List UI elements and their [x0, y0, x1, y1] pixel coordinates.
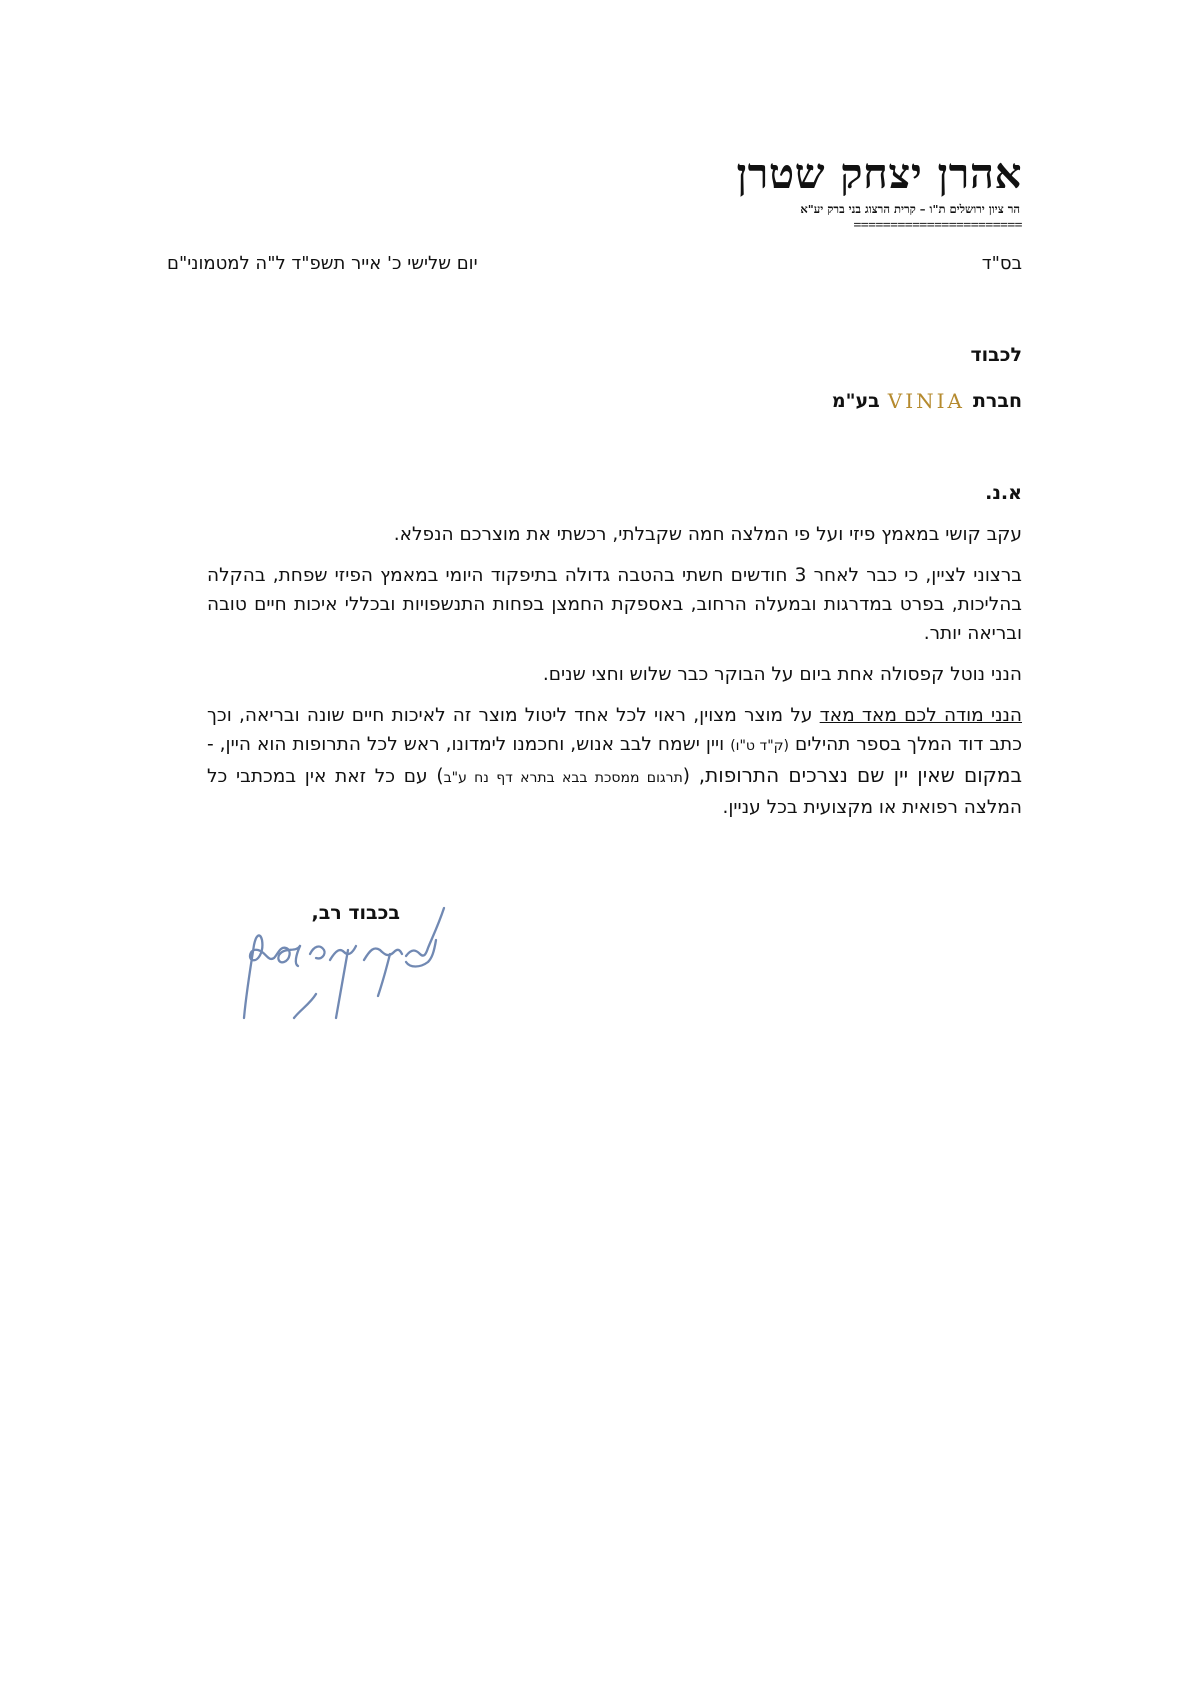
p4-text-b: ויין ישמח לבב אנוש, וחכמנו לימדונו, ראש לכל התרופות הוא היין, -	[207, 734, 731, 755]
psalms-reference: (ק"ד ט"ו)	[730, 738, 790, 754]
recipient-company	[832, 388, 1022, 414]
thanks-underlined: הנני מודה לכם מאד מאד	[819, 705, 1022, 726]
letterhead-divider: =======================	[853, 218, 1022, 233]
date-row	[167, 252, 1022, 276]
paragraph-4	[207, 701, 1022, 822]
letter-date: יום שלישי כ' אייר תשפ"ד ל"ה למטמוני"ם	[167, 253, 478, 274]
recipient-block	[832, 342, 1022, 414]
salutation: א.נ.	[985, 482, 1022, 504]
letterhead-name: אהרן יצחק שטרן	[736, 149, 1022, 198]
letter-body	[207, 520, 1022, 834]
p4-text-a: על מוצר מצוין, ראוי לכל אחד ליטול מוצר זה לאיכות חיים שונה ובריאה, וכך כתב דוד המלך בספר תהילים	[207, 705, 1022, 755]
signature-image	[240, 900, 460, 1020]
company-prefix: חברת	[972, 390, 1022, 412]
p4-text-d: ) עם כל זאת אין במכתבי כל המלצה רפואית או מקצועית בכל עניין.	[207, 766, 1022, 818]
recipient-to: לכבוד	[970, 344, 1022, 366]
letterhead-address: הר ציון ירושלים ת"ו – קרית הרצוג בני ברק יע"א	[800, 202, 1020, 216]
letterhead	[602, 150, 1022, 232]
paragraph-1: עקב קושי במאמץ פיזי ועל פי המלצה חמה שקבלתי, רכשתי את מוצרכם הנפלא.	[393, 524, 1022, 545]
p4-text-c: (	[682, 766, 699, 787]
talmud-reference: תרגום ממסכת בבא בתרא דף נח ע"ב	[443, 770, 683, 786]
paragraph-2: ברצוני לציין, כי כבר לאחר 3 חודשים חשתי בהטבה גדולה בתיפקוד היומי במאמץ הפיזי שפחת, בהקלה בהליכות, בפרט במדרגות ובמעלה הרחוב, באספקת החמצן בפחות התנשפויות ובכללי איכות חיים טובה ובריאה יותר.	[207, 565, 1022, 644]
closing: בכבוד רב,	[311, 902, 400, 924]
brand-logo: VINIA	[887, 389, 965, 413]
bsd-header: בס"ד	[981, 253, 1022, 274]
talmud-quote: במקום שאין יין שם נצרכים התרופות,	[698, 763, 1023, 787]
company-suffix: בע"מ	[831, 390, 880, 412]
paragraph-3: הנני נוטל קפסולה אחת ביום על הבוקר כבר שלוש וחצי שנים.	[542, 664, 1022, 685]
